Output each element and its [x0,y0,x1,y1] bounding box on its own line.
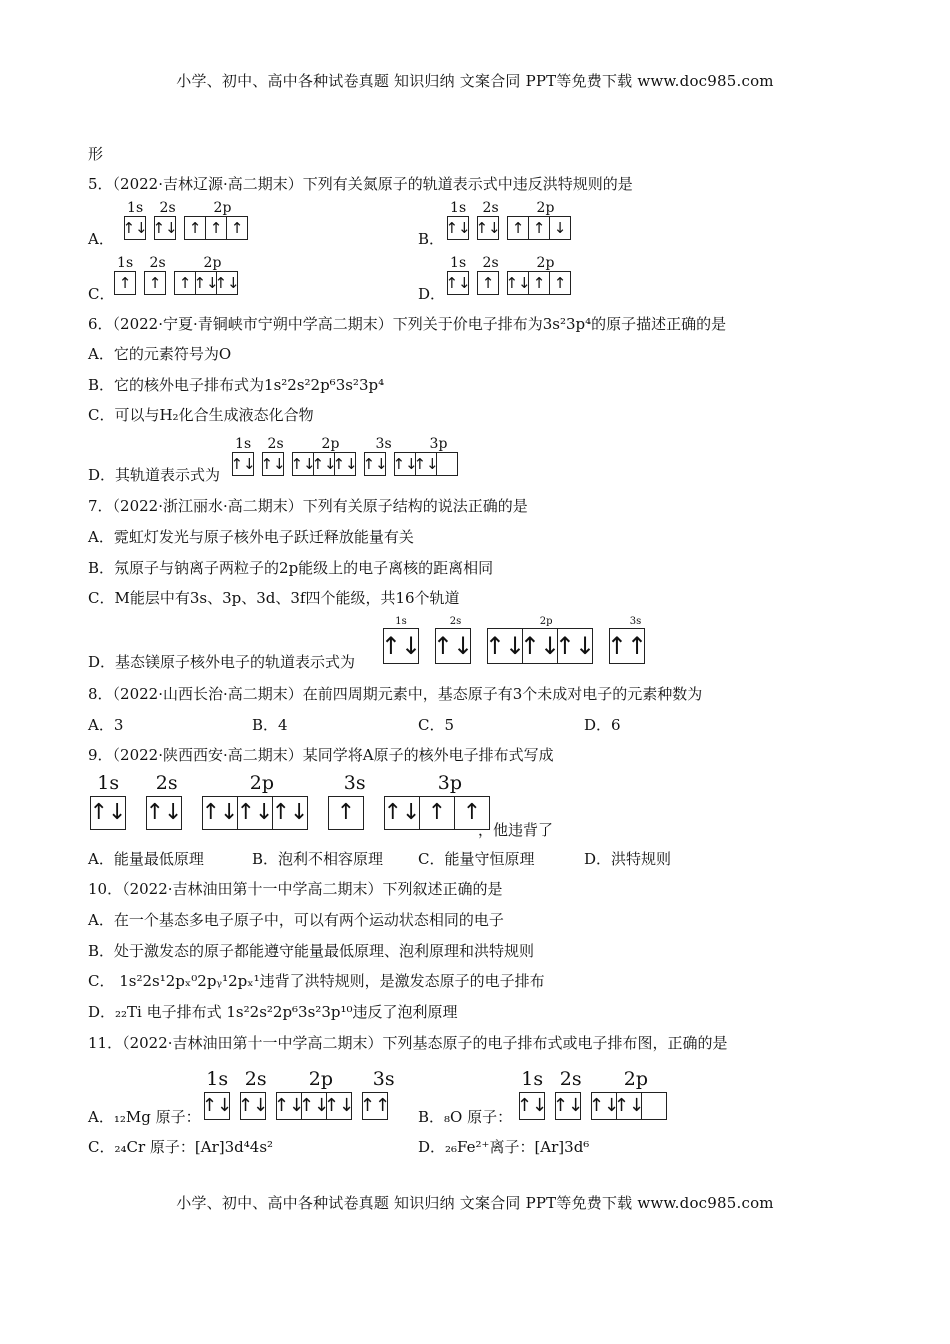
electron-arrows: ↑ [209,218,223,237]
q5-option-d-letter: D． [418,285,446,303]
electron-arrows: ↑ [427,800,447,825]
orbital-box [329,797,363,829]
orbital-label: 2s [244,1068,267,1090]
electron-arrows: ↑↓ [214,273,240,292]
electron-arrows: ↑↓ [290,454,316,473]
orbital-label: 3s [372,1068,395,1090]
electron-arrows: ↑↓ [588,1095,620,1116]
q9-option-c: C．能量守恒原理 [418,850,535,868]
q10-stem: 10．（2022·吉林油田第十一中学高二期末）下列叙述正确的是 [88,880,503,898]
orbital-group [552,1092,584,1120]
orbital-label: 2p [539,616,553,627]
orbital-group [146,796,182,830]
orbital-box [550,272,570,294]
orbital-box [550,217,570,239]
electron-arrows: ↑↓ [380,632,422,660]
orbital-group [394,452,458,476]
orbital-box [529,272,550,294]
orbital-box [362,453,388,475]
orbital-boxes [516,1092,677,1118]
orbital-group [328,796,364,830]
q7-option-c: C．M能层中有3s、3p、3d、3f四个能级，共16个轨道 [88,589,460,607]
electron-arrows: ↑↓ [230,454,256,473]
orbital-label: 2p [536,200,555,216]
q11-option-b-text: B．₈O 原子： [418,1108,513,1126]
q8-option-d: D．6 [584,716,621,734]
electron-arrows: ↑ [481,273,495,292]
electron-arrows: ↑↓ [145,800,183,825]
orbital-group [114,271,136,295]
orbital-box [332,453,358,475]
electron-arrows: ↓ [553,218,567,237]
orbital-box [516,1093,548,1119]
orbital-box [508,217,529,239]
electron-arrows: ↑↓ [554,632,596,660]
orbital-label: 2s [559,1068,582,1090]
electron-arrows: ↑↓ [122,218,148,237]
orbital-label: 3p [437,772,463,794]
orbital-label: 2p [203,255,222,271]
orbital-group [432,628,474,664]
orbital-label: 2p [321,436,340,452]
orbital-label: 2p [623,1068,649,1090]
orbital-box [606,629,648,663]
orbital-boxes [447,216,579,238]
q7-stem: 7．（2022·浙江丽水·高二期末）下列有关原子结构的说法正确的是 [88,497,528,515]
orbital-label: 3s [343,772,366,794]
orbital-group [364,452,386,476]
orbital-box [214,272,240,294]
q11-option-c: C．₂₄Cr 原子：[Ar]3d⁴4s² [88,1138,274,1156]
orbital-boxes [124,216,256,238]
q10-option-c: C． 1s²2s¹2pₓ⁰2pᵧ¹2pₓ¹违背了洪特规则，是激发态原子的电子排布 [88,972,545,990]
electron-arrows: ↑↓ [505,273,531,292]
orbital-group [174,271,238,295]
q10-option-d: D．₂₂Ti 电子排布式 1s²2s²2p⁶3s²3p¹⁰违反了泡利原理 [88,1003,458,1021]
electron-arrows: ↑↓ [271,800,309,825]
orbital-box [445,217,471,239]
orbital-box [519,629,561,663]
orbital-group [90,796,126,830]
electron-arrows: ↑↓ [311,454,337,473]
orbital-boxes [447,271,579,293]
orbital-box [385,797,420,829]
orbital-group [507,271,571,295]
orbital-group [184,216,248,240]
orbital-boxes [114,271,246,293]
orbital-box [230,453,256,475]
orbital-box [484,629,526,663]
electron-arrows: ↑↑ [606,632,648,660]
q8-option-a: A．3 [88,716,124,734]
orbital-box [206,217,227,239]
electron-arrows: ↑↓ [260,454,286,473]
electron-arrows: ↑↑ [359,1095,391,1116]
q7-option-b: B．氖原子与钠离子两粒子的2p能级上的电子离核的距离相同 [88,559,494,577]
q9-option-a: A．能量最低原理 [88,850,204,868]
q7-option-a: A．霓虹灯发光与原子核外电子跃迁释放能量有关 [88,528,414,546]
orbital-label: 1s [450,255,467,271]
q5-option-c-letter: C． [88,285,115,303]
orbital-box [122,217,148,239]
orbital-box [273,797,307,829]
q11-option-a-text: A．₁₂Mg 原子： [88,1108,201,1126]
q9-tail: ，他违背了 [478,821,554,839]
orbital-group [447,216,469,240]
orbital-label: 2p [213,200,232,216]
electron-arrows: ↑↓ [193,273,219,292]
orbital-label: 1s [450,200,467,216]
orbital-box [152,217,178,239]
orbital-group [507,216,571,240]
electron-arrows: ↑↓ [362,454,388,473]
orbital-box [613,1093,645,1119]
orbital-group [380,628,422,664]
orbital-box [420,797,455,829]
orbital-group [516,1092,548,1120]
electron-arrows: ↑↓ [237,1095,269,1116]
orbital-group [144,271,166,295]
q7-option-d: D．基态镁原子核外电子的轨道表示式为 [88,653,356,671]
q11-option-d: D．₂₆Fe²⁺离子：[Ar]3d⁶ [418,1138,590,1156]
electron-arrows: ↑↓ [445,218,471,237]
electron-arrows: ↑↓ [152,218,178,237]
orbital-box [260,453,286,475]
orbital-group [232,452,254,476]
orbital-box [115,272,135,294]
orbital-label: 2s [159,200,176,216]
orbital-label: 2p [536,255,555,271]
electron-arrows: ↑↓ [516,1095,548,1116]
orbital-label: 2s [449,616,462,627]
electron-arrows: ↑ [462,800,482,825]
electron-arrows: ↑↓ [236,800,274,825]
q8-option-b: B．4 [252,716,288,734]
q9-stem: 9．（2022·陕西西安·高二期末）某同学将A原子的核外电子排布式写成 [88,746,554,764]
q9-option-d: D．洪特规则 [584,850,672,868]
orbital-group [477,216,499,240]
prev-question-tail: 形 [88,145,104,163]
q6-option-a: A．它的元素符号为O [88,345,232,363]
electron-arrows: ↑↓ [201,1095,233,1116]
q6-option-d: D．其轨道表示式为 [88,466,221,484]
page-footer: 小学、初中、高中各种试卷真题 知识归纳 文案合同 PPT等免费下载 www.doc985.com [176,1194,774,1212]
orbital-box [359,1093,391,1119]
orbital-label: 2p [308,1068,334,1090]
orbital-group [237,1092,269,1120]
orbital-label: 1s [521,1068,544,1090]
orbital-label: 1s [206,1068,229,1090]
orbital-box [505,272,531,294]
orbital-box [475,217,501,239]
orbital-group [273,1092,355,1120]
orbital-label: 2s [155,772,178,794]
electron-arrows: ↑↓ [273,1095,305,1116]
orbital-box [552,1093,584,1119]
orbital-box [237,1093,269,1119]
orbital-label: 3s [629,616,642,627]
q8-stem: 8．（2022·山西长治·高二期末）在前四周期元素中，基态原子有3个未成对电子的元素种数为 [88,685,703,703]
q9-option-b: B．泡利不相容原理 [252,850,384,868]
electron-arrows: ↑ [336,800,356,825]
orbital-box [413,453,439,475]
orbital-group [384,796,490,830]
orbital-box [380,629,422,663]
orbital-label: 2p [249,772,275,794]
orbital-label: 1s [117,255,134,271]
orbital-box [201,1093,233,1119]
orbital-box [432,629,474,663]
page-header: 小学、初中、高中各种试卷真题 知识归纳 文案合同 PPT等免费下载 www.doc985.com [176,72,774,90]
electron-arrows: ↑↓ [201,800,239,825]
orbital-boxes [90,796,510,828]
electron-arrows: ↑↓ [613,1095,645,1116]
orbital-group [124,216,146,240]
electron-arrows: ↑ [188,218,202,237]
electron-arrows: ↑ [532,218,546,237]
orbital-label: 2s [482,200,499,216]
orbital-group [477,271,499,295]
orbital-label: 1s [235,436,252,452]
orbital-box [529,217,550,239]
electron-arrows: ↑↓ [413,454,439,473]
electron-arrows: ↑ [148,273,162,292]
orbital-box [203,797,238,829]
orbital-box [227,217,247,239]
electron-arrows: ↑↓ [323,1095,355,1116]
electron-arrows: ↑↓ [445,273,471,292]
q6-stem: 6．（2022·宁夏·青铜峡市宁朔中学高二期末）下列关于价电子排布为3s²3p⁴的原子描述正确的是 [88,315,727,333]
q11-stem: 11．（2022·吉林油田第十一中学高二期末）下列基态原子的电子排布式或电子排布图，正确的是 [88,1034,728,1052]
orbital-label: 1s [395,616,407,627]
orbital-label: 3s [375,436,392,452]
orbital-label: 3p [429,436,448,452]
q5-option-b-letter: B． [418,230,445,248]
electron-arrows: ↑↓ [298,1095,330,1116]
orbital-boxes [380,628,661,662]
q6-option-b: B．它的核外电子排布式为1s²2s²2p⁶3s²3p⁴ [88,376,385,394]
orbital-box [91,797,125,829]
q8-option-c: C．5 [418,716,455,734]
electron-arrows: ↑↓ [552,1095,584,1116]
electron-arrows: ↑↓ [383,800,421,825]
q10-option-b: B．处于激发态的原子都能遵守能量最低原理、泡利原理和洪特规则 [88,942,535,960]
orbital-group [606,628,648,664]
orbital-group [484,628,596,664]
q10-option-a: A．在一个基态多电子原子中，可以有两个运动状态相同的电子 [88,911,504,929]
orbital-box [185,217,206,239]
orbital-group [588,1092,667,1120]
orbital-group [447,271,469,295]
orbital-group [292,452,356,476]
electron-arrows: ↑↓ [475,218,501,237]
orbital-label: 1s [127,200,144,216]
electron-arrows: ↑↓ [392,454,418,473]
orbital-group [201,1092,233,1120]
orbital-box [147,797,181,829]
electron-arrows: ↑ [178,273,192,292]
electron-arrows: ↑↓ [432,632,474,660]
orbital-box [238,797,273,829]
electron-arrows: ↑ [511,218,525,237]
orbital-boxes [232,452,466,474]
orbital-box [145,272,165,294]
electron-arrows: ↑↓ [484,632,526,660]
orbital-box [554,629,596,663]
electron-arrows: ↑ [532,273,546,292]
electron-arrows: ↑↓ [332,454,358,473]
q5-option-a-letter: A． [88,230,114,248]
electron-arrows: ↑↓ [89,800,127,825]
orbital-box [642,1093,666,1119]
orbital-box [478,272,498,294]
orbital-group [154,216,176,240]
electron-arrows: ↑ [118,273,132,292]
q5-stem: 5．（2022·吉林辽源·高二期末）下列有关氮原子的轨道表示式中违反洪特规则的是 [88,175,633,193]
orbital-label: 2s [149,255,166,271]
orbital-group [359,1092,391,1120]
orbital-label: 2s [267,436,284,452]
orbital-boxes [201,1092,398,1118]
orbital-label: 2s [482,255,499,271]
q6-option-c: C．可以与H₂化合生成液态化合物 [88,406,314,424]
orbital-box [437,453,457,475]
orbital-label: 1s [97,772,120,794]
orbital-group [262,452,284,476]
electron-arrows: ↑ [230,218,244,237]
electron-arrows: ↑↓ [519,632,561,660]
orbital-group [202,796,308,830]
orbital-box [445,272,471,294]
orbital-box [323,1093,355,1119]
electron-arrows: ↑ [553,273,567,292]
